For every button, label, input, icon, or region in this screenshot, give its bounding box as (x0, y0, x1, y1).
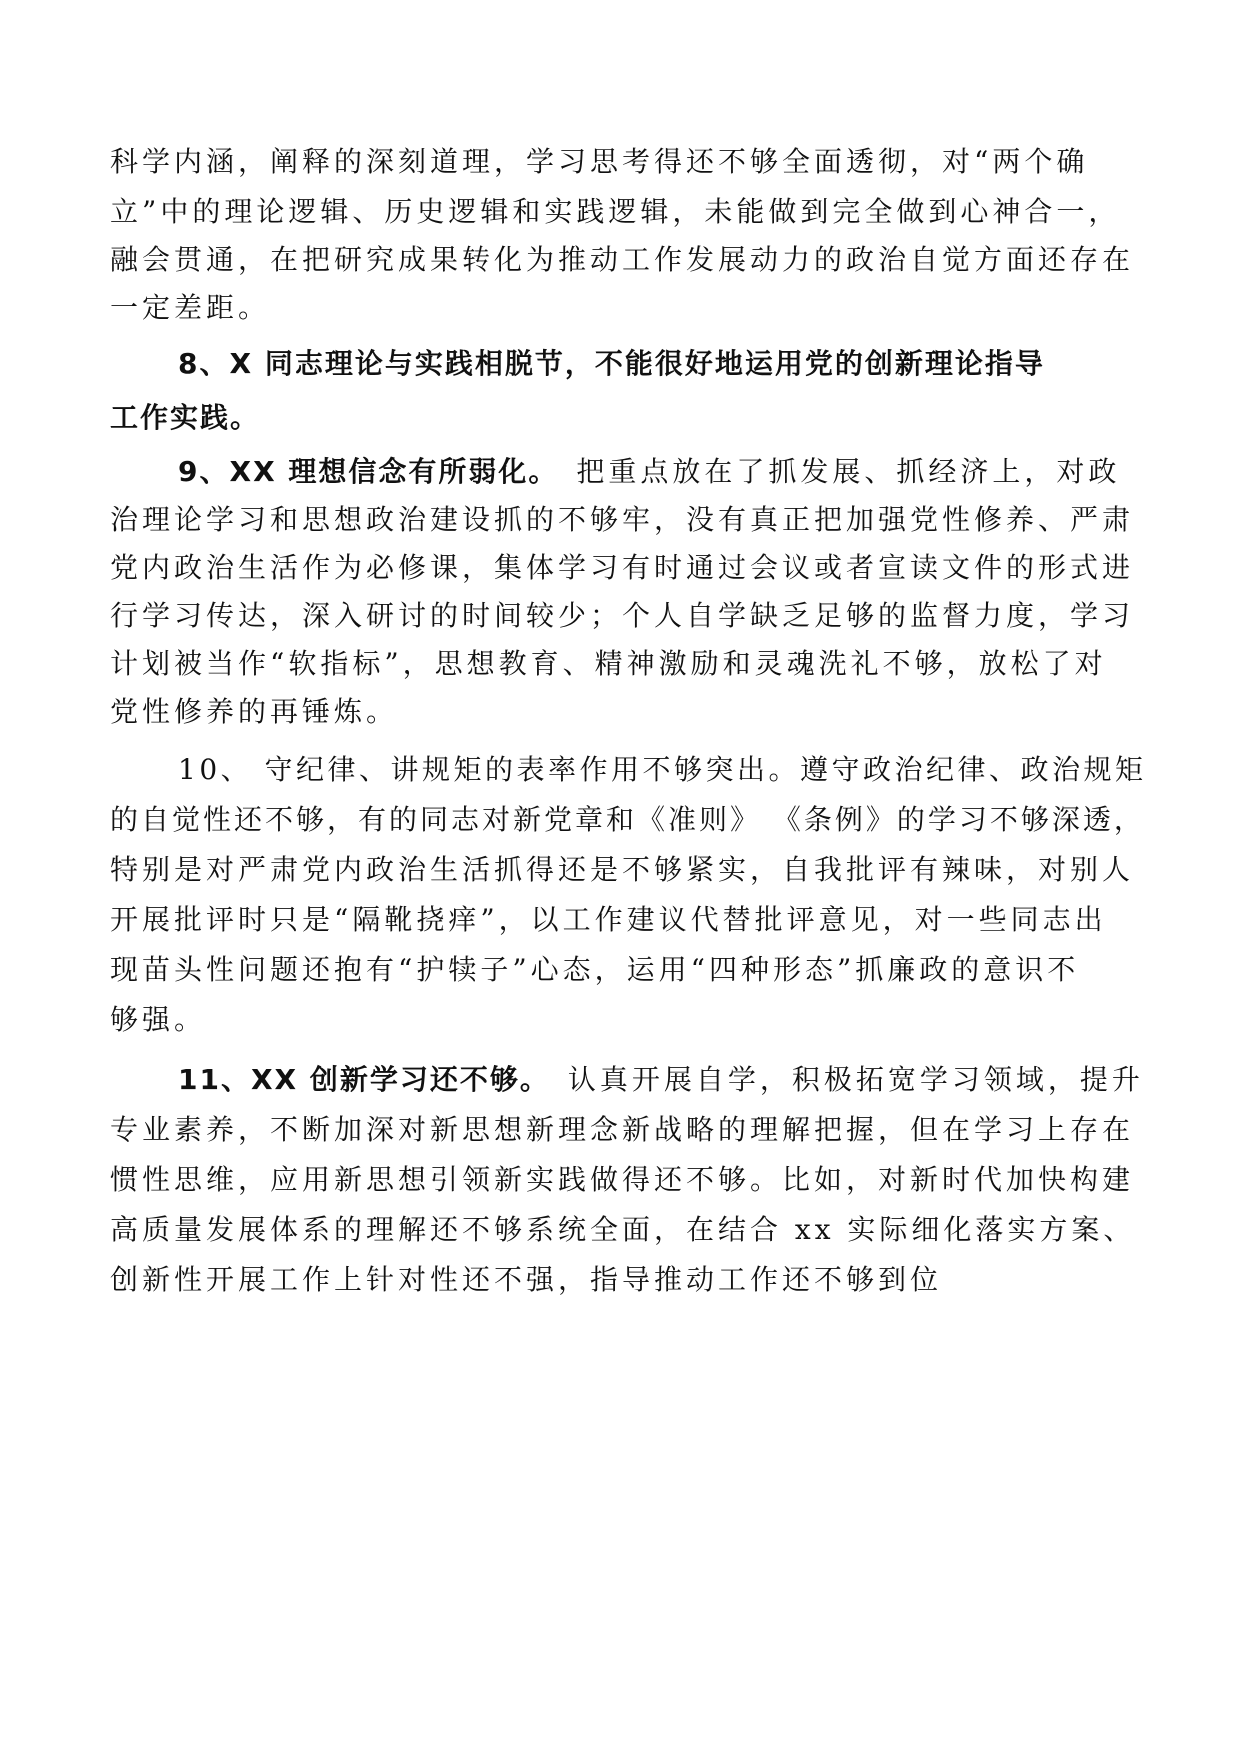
item-8-heading: 8、X 同志理论与实践相脱节，不能很好地运用党的创新理论指导 (178, 347, 1045, 380)
paragraph-line: 特别是对严肃党内政治生活抓得还是不够紧实，自我批评有辣味，对别人 (110, 853, 1135, 886)
paragraph-line: 党内政治生活作为必修课，集体学习有时通过会议或者宣读文件的形式进 (110, 551, 1135, 584)
paragraph-line: 立”中的理论逻辑、历史逻辑和实践逻辑，未能做到完全做到心神合一， (110, 195, 1121, 228)
paragraph-line: 科学内涵，阐释的深刻道理，学习思考得还不够全面透彻，对“两个确 (110, 145, 1089, 178)
item-8-heading-cont: 工作实践。 (110, 401, 261, 434)
paragraph-line: 一定差距。 (110, 291, 271, 324)
item-11-heading: 11、XX 创新学习还不够。 (178, 1063, 550, 1096)
paragraph-line: 惯性思维，应用新思想引领新实践做得还不够。比如，对新时代加快构建 (110, 1163, 1135, 1196)
paragraph-line: 高质量发展体系的理解还不够系统全面，在结合 xx 实际细化落实方案、 (110, 1213, 1136, 1246)
item-9-first-line (178, 452, 1120, 492)
item-10-first-line: 10、 守纪律、讲规矩的表率作用不够突出。遵守政治纪律、政治规矩 (178, 753, 1147, 786)
item-9-text: 把重点放在了抓发展、抓经济上，对政 (576, 455, 1121, 488)
paragraph-line: 党性修养的再锤炼。 (110, 695, 399, 728)
paragraph-line: 创新性开展工作上针对性还不强，指导推动工作还不够到位 (110, 1263, 943, 1296)
paragraph-line: 现苗头性问题还抱有“护犊子”心态，运用“四种形态”抓廉政的意识不 (110, 953, 1080, 986)
paragraph-line: 行学习传达，深入研讨的时间较少；个人自学缺乏足够的监督力度，学习 (110, 599, 1135, 632)
paragraph-line: 计划被当作“软指标”，思想教育、精神激励和灵魂洗礼不够，放松了对 (110, 647, 1107, 680)
paragraph-line: 够强。 (110, 1003, 207, 1036)
paragraph-line: 专业素养，不断加深对新思想新理念新战略的理解把握，但在学习上存在 (110, 1113, 1135, 1146)
item-11-text: 认真开展自学，积极拓宽学习领域，提升 (567, 1063, 1144, 1096)
item-9-heading: 9、XX 理想信念有所弱化。 (178, 455, 559, 488)
paragraph-line: 治理论学习和思想政治建设抓的不够牢，没有真正把加强党性修养、严肃 (110, 503, 1135, 536)
paragraph-line: 融会贯通，在把研究成果转化为推动工作发展动力的政治自觉方面还存在 (110, 243, 1135, 276)
paragraph-line: 的自觉性还不够，有的同志对新党章和《准则》 《条例》的学习不够深透， (110, 803, 1145, 836)
item-11-first-line (178, 1060, 1144, 1100)
paragraph-line: 开展批评时只是“隔靴挠痒”，以工作建议代替批评意见，对一些同志出 (110, 903, 1107, 936)
